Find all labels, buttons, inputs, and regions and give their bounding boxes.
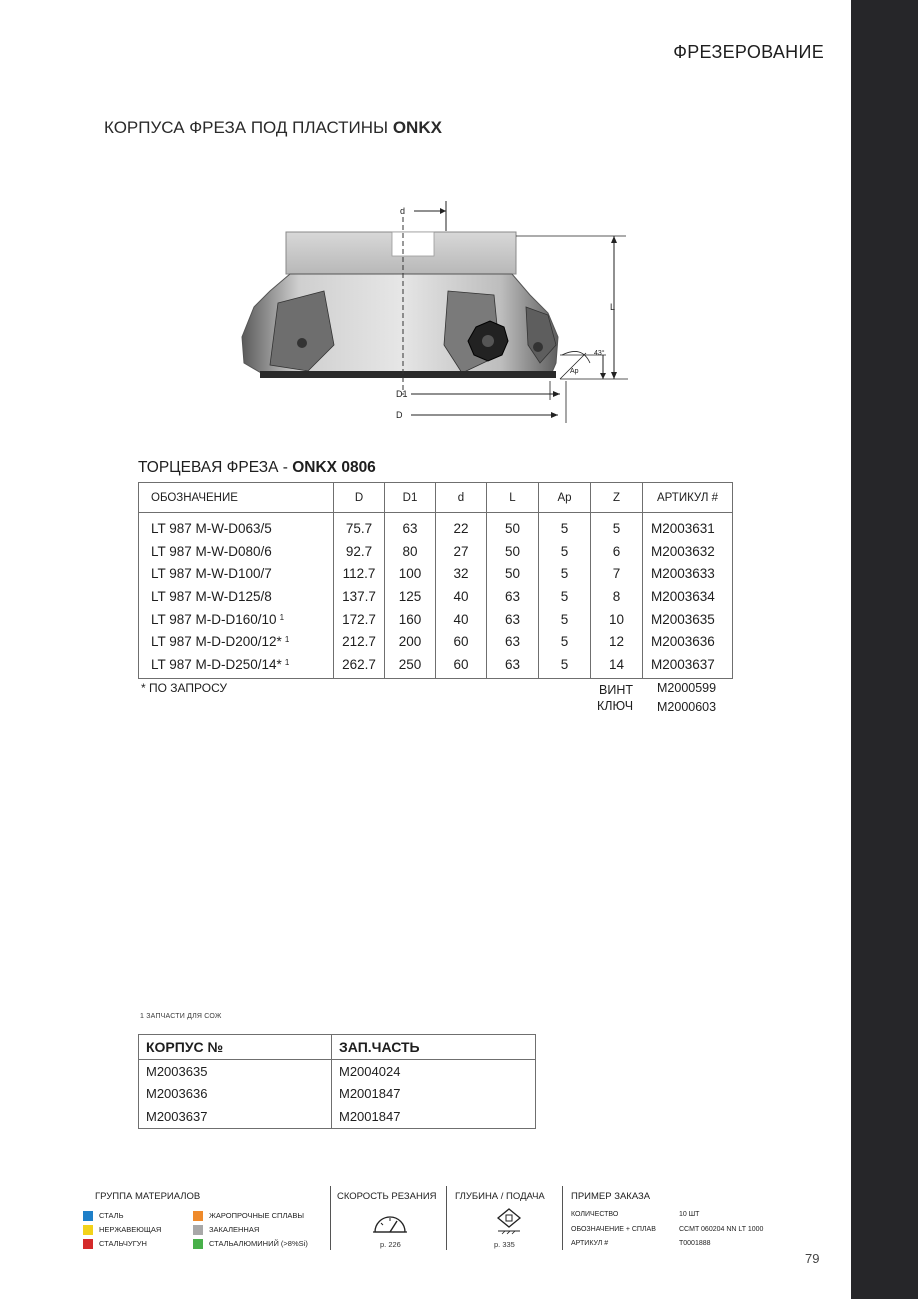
cell-D1: 125	[385, 585, 436, 608]
dim-d: d	[400, 206, 406, 216]
spec-table-title	[138, 459, 376, 477]
col-header-D: D	[334, 483, 385, 513]
col-header-Z: Z	[591, 483, 643, 513]
order-title: ПРИМЕР ЗАКАЗА	[571, 1191, 651, 1202]
page-heading-text: КОРПУСА ФРЕЗА ПОД ПЛАСТИНЫ	[104, 118, 393, 137]
table-row	[139, 1083, 536, 1106]
materials-title: ГРУППА МАТЕРИАЛОВ	[95, 1191, 201, 1202]
cell-Z: 12	[591, 630, 643, 653]
cell-D1: 80	[385, 540, 436, 563]
cell-Ap: 5	[539, 585, 591, 608]
cell-designation: LT 987 M-D-D250/14* $^1$	[139, 653, 334, 678]
footnote-marker: 1	[279, 612, 285, 622]
cell-article: M2003631	[651, 520, 715, 536]
page-heading	[104, 118, 442, 138]
cell-L: 50	[487, 513, 539, 540]
cell-Z: 8	[591, 585, 643, 608]
parts-header-body: КОРПУС №	[139, 1035, 332, 1060]
material-swatch	[193, 1211, 203, 1221]
accessory-label-screw: ВИНТ	[599, 683, 633, 697]
cell-Ap: 5	[539, 608, 591, 631]
coolant-hole-right	[533, 342, 543, 352]
table-row	[139, 1105, 536, 1128]
cell-D: 92.7	[334, 540, 385, 563]
parts-cell-body: M2003637	[139, 1105, 332, 1128]
parts-cell-body: M2003635	[139, 1060, 332, 1083]
dim-angle: 43°	[594, 350, 605, 357]
cell-Ap: 5	[539, 562, 591, 585]
cell-D1: 160	[385, 608, 436, 631]
col-header-Ap: Ap	[539, 483, 591, 513]
cell-Z: 10	[591, 608, 643, 631]
cell-d: 22	[436, 513, 487, 540]
parts-cell-spare: M2004024	[339, 1063, 401, 1079]
spec-table-title-bold: ONKX 0806	[292, 459, 376, 476]
col-header-article: АРТИКУЛ #	[643, 483, 733, 513]
cell-article: M2003637	[651, 656, 715, 672]
insert-screw	[482, 335, 494, 347]
cell-designation: LT 987 M-D-D200/12* $^1$	[139, 630, 334, 653]
dim-Ap: Ap	[570, 368, 579, 375]
depth-page-ref: p. 335	[494, 1240, 515, 1249]
cell-article: M2003635	[651, 611, 715, 627]
cell-designation: LT 987 M-D-D160/10 $^1$	[139, 608, 334, 631]
speed-page-ref: p. 226	[380, 1240, 401, 1249]
legend-divider	[562, 1186, 563, 1250]
dim-D: D	[396, 410, 403, 420]
speed-title: СКОРОСТЬ РЕЗАНИЯ	[337, 1191, 437, 1202]
cell-Z: 14	[591, 653, 643, 678]
cell-D: 75.7	[334, 513, 385, 540]
col-header-designation: ОБОЗНАЧЕНИЕ	[139, 483, 334, 513]
cell-L: 50	[487, 562, 539, 585]
legend-divider	[446, 1186, 447, 1250]
order-value: T0001888	[679, 1240, 711, 1247]
order-label: ОБОЗНАЧЕНИЕ + СПЛАВ	[571, 1226, 656, 1233]
cell-designation: LT 987 M-W-D100/7	[139, 562, 334, 585]
cell-article: M2003634	[651, 588, 715, 604]
cell-d: 40	[436, 585, 487, 608]
keyway	[392, 232, 434, 256]
cell-L: 63	[487, 608, 539, 631]
material-swatch	[83, 1225, 93, 1235]
parts-cell-spare: M2001847	[339, 1086, 401, 1102]
footnote-on-request: * ПО ЗАПРОСУ	[141, 681, 228, 695]
cell-Ap: 5	[539, 513, 591, 540]
table-row	[139, 585, 733, 608]
cell-L: 63	[487, 630, 539, 653]
cell-L: 63	[487, 653, 539, 678]
cell-d: 27	[436, 540, 487, 563]
cell-article: M2003632	[651, 543, 715, 559]
cell-d: 60	[436, 630, 487, 653]
col-header-d: d	[436, 483, 487, 513]
depth-title: ГЛУБИНА / ПОДАЧА	[455, 1191, 545, 1202]
cell-L: 63	[487, 585, 539, 608]
parts-cell-body: M2003636	[139, 1083, 332, 1106]
cell-D1: 63	[385, 513, 436, 540]
table-row	[139, 653, 733, 678]
cell-designation: LT 987 M-W-D063/5	[139, 513, 334, 540]
order-label: КОЛИЧЕСТВО	[571, 1211, 619, 1218]
cell-Z: 7	[591, 562, 643, 585]
coolant-hole-left	[297, 338, 307, 348]
table-row	[139, 630, 733, 653]
milling-cutter-drawing	[230, 195, 640, 430]
cell-Ap: 5	[539, 653, 591, 678]
material-swatch	[83, 1239, 93, 1249]
page-heading-bold: ONKX	[392, 118, 442, 137]
spec-table	[138, 482, 733, 679]
accessory-value-screw: M2000599	[657, 681, 717, 695]
cell-d: 60	[436, 653, 487, 678]
spec-table-title-text: ТОРЦЕВАЯ ФРЕЗА -	[138, 459, 293, 476]
side-bar	[851, 0, 918, 1299]
cell-D: 212.7	[334, 630, 385, 653]
speedometer-icon	[371, 1210, 409, 1236]
material-swatch	[193, 1225, 203, 1235]
footnote-marker: 1	[284, 635, 290, 645]
cell-L: 50	[487, 540, 539, 563]
spare-parts-note: 1 ЗАПЧАСТИ ДЛЯ СОЖ	[140, 1013, 222, 1020]
table-row	[139, 608, 733, 631]
accessory-label-key: КЛЮЧ	[597, 699, 634, 713]
section-title: ФРЕЗЕРОВАНИЕ	[673, 42, 824, 62]
cell-Ap: 5	[539, 540, 591, 563]
parts-table	[138, 1034, 536, 1129]
cell-designation: LT 987 M-W-D080/6	[139, 540, 334, 563]
cell-d: 32	[436, 562, 487, 585]
table-row	[139, 1060, 536, 1083]
cell-D1: 250	[385, 653, 436, 678]
cell-article: M2003636	[651, 634, 715, 650]
dim-D1: D1	[396, 389, 408, 399]
table-row	[139, 513, 733, 540]
table-row	[139, 540, 733, 563]
footnote-marker: 1	[284, 657, 290, 667]
material-swatch	[83, 1211, 93, 1221]
cell-Z: 5	[591, 513, 643, 540]
legend-divider	[330, 1186, 331, 1250]
order-value: CCMT 060204 NN LT 1000	[679, 1226, 764, 1233]
col-header-D1: D1	[385, 483, 436, 513]
cell-designation: LT 987 M-W-D125/8	[139, 585, 334, 608]
col-header-L: L	[487, 483, 539, 513]
cell-D: 112.7	[334, 562, 385, 585]
accessory-value-key: M2000603	[657, 700, 717, 714]
table-row	[139, 562, 733, 585]
material-swatch	[193, 1239, 203, 1249]
cell-d: 40	[436, 608, 487, 631]
cell-D: 137.7	[334, 585, 385, 608]
dim-L: L	[610, 302, 616, 312]
bottom-shadow	[260, 371, 556, 378]
page-number: 79	[805, 1251, 820, 1266]
cell-D1: 100	[385, 562, 436, 585]
cell-article: M2003633	[651, 566, 715, 582]
order-label: АРТИКУЛ #	[571, 1240, 609, 1247]
parts-header-spare: ЗАП.ЧАСТЬ	[332, 1035, 536, 1060]
order-value: 10 ШТ	[679, 1211, 700, 1218]
cell-Ap: 5	[539, 630, 591, 653]
cell-D: 172.7	[334, 608, 385, 631]
cell-D: 262.7	[334, 653, 385, 678]
parts-cell-spare: M2001847	[339, 1108, 401, 1124]
cell-Z: 6	[591, 540, 643, 563]
depth-feed-icon	[494, 1207, 524, 1237]
cell-D1: 200	[385, 630, 436, 653]
